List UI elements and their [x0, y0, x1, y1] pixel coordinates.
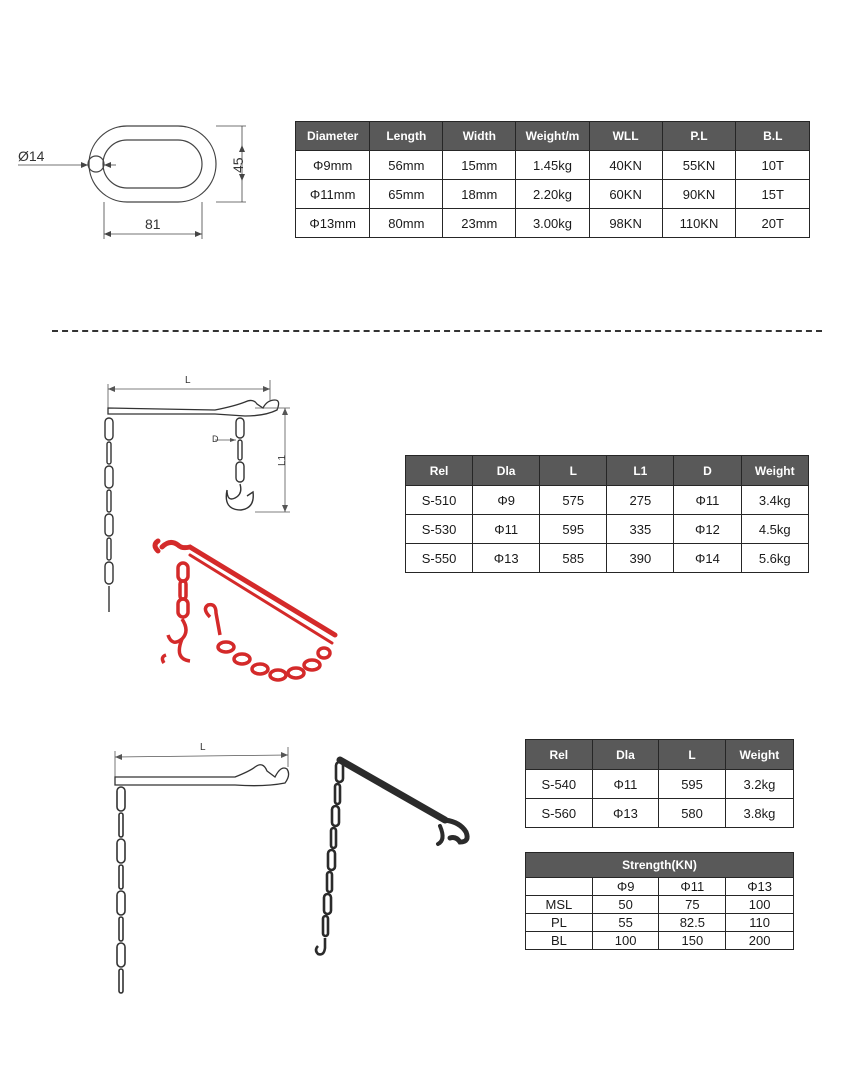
table-cell: [526, 878, 593, 896]
column-header: Width: [443, 122, 516, 151]
table-cell: 65mm: [370, 180, 443, 209]
table-cell: 40KN: [589, 151, 662, 180]
table-cell: 55: [592, 914, 659, 932]
table-row: [526, 896, 794, 914]
table-cell: Φ11mm: [296, 180, 370, 209]
table-cell: 3.2kg: [725, 770, 793, 799]
table-cell: 335: [607, 515, 674, 544]
table-header-row: [406, 456, 809, 486]
table-cell: 100: [592, 932, 659, 950]
table-header-row: [296, 122, 810, 151]
column-header: WLL: [589, 122, 662, 151]
red-load-binder-image: [150, 535, 350, 695]
table-row: [406, 515, 809, 544]
table-cell: Φ11: [592, 770, 659, 799]
table-cell: BL: [526, 932, 593, 950]
table-row: [526, 799, 794, 828]
table-cell: S-530: [406, 515, 473, 544]
table-cell: S-560: [526, 799, 593, 828]
table-cell: Φ12: [674, 515, 741, 544]
table-cell: Φ14: [674, 544, 741, 573]
height-label: 45: [230, 157, 246, 173]
chain-links-2: [117, 787, 125, 993]
table-cell: 110: [726, 914, 794, 932]
red-chain: [205, 605, 330, 680]
table-cell: 56mm: [370, 151, 443, 180]
table-cell: Φ11: [473, 515, 540, 544]
binder-spec-table-1: [405, 455, 809, 573]
dim-L-label-2: L: [200, 742, 206, 753]
table-cell: 80mm: [370, 209, 443, 238]
column-header: L: [540, 456, 607, 486]
table-cell: 275: [607, 486, 674, 515]
table-cell: Φ9: [473, 486, 540, 515]
table-cell: 585: [540, 544, 607, 573]
strength-title: Strength(KN): [526, 853, 794, 878]
dim-D-label: D: [212, 434, 219, 444]
table-header-row: [526, 878, 794, 896]
table-cell: 5.6kg: [741, 544, 808, 573]
table-row: [406, 486, 809, 515]
table-cell: 15mm: [443, 151, 516, 180]
diameter-label: Ø14: [18, 148, 45, 164]
dim-L1-label: L1: [277, 454, 288, 466]
chain-link-diagram: [10, 115, 260, 245]
lever-binder-drawing: [105, 735, 300, 1000]
table-cell: 3.8kg: [725, 799, 793, 828]
chain-links: [105, 418, 113, 612]
wire-section-circle: [88, 156, 104, 172]
table-row: [296, 209, 810, 238]
table-cell: Φ13: [473, 544, 540, 573]
table-cell: MSL: [526, 896, 593, 914]
column-header: Weight: [725, 740, 793, 770]
table-header-row: [526, 740, 794, 770]
column-header: L: [659, 740, 726, 770]
table-cell: Φ9mm: [296, 151, 370, 180]
table-row: [406, 544, 809, 573]
section-divider: [52, 330, 822, 332]
table-cell: S-510: [406, 486, 473, 515]
column-header: Rel: [406, 456, 473, 486]
table-cell: 390: [607, 544, 674, 573]
table-cell: 20T: [736, 209, 810, 238]
table-row: [526, 914, 794, 932]
table-cell: 3.00kg: [516, 209, 589, 238]
column-header: Rel: [526, 740, 593, 770]
table-cell: 595: [540, 515, 607, 544]
table-cell: Φ9: [592, 878, 659, 896]
table-cell: 150: [659, 932, 726, 950]
table-row: [526, 932, 794, 950]
black-chain: [316, 762, 343, 954]
table-title-row: [526, 853, 794, 878]
column-header: B.L: [736, 122, 810, 151]
table-cell: 1.45kg: [516, 151, 589, 180]
column-header: Dla: [473, 456, 540, 486]
table-cell: 575: [540, 486, 607, 515]
table-cell: 60KN: [589, 180, 662, 209]
hook-chain: [226, 418, 253, 510]
table-cell: Φ13: [726, 878, 794, 896]
column-header: Dla: [592, 740, 659, 770]
strength-table: [525, 852, 794, 950]
table-cell: 4.5kg: [741, 515, 808, 544]
table-cell: 23mm: [443, 209, 516, 238]
table-cell: Φ13mm: [296, 209, 370, 238]
table-cell: S-540: [526, 770, 593, 799]
table-cell: 10T: [736, 151, 810, 180]
table-cell: 580: [659, 799, 726, 828]
table-cell: Φ11: [674, 486, 741, 515]
table-cell: 2.20kg: [516, 180, 589, 209]
table-cell: 18mm: [443, 180, 516, 209]
table-cell: 100: [726, 896, 794, 914]
table-cell: 200: [726, 932, 794, 950]
table-cell: 90KN: [662, 180, 736, 209]
table-cell: 3.4kg: [741, 486, 808, 515]
table-cell: 110KN: [662, 209, 736, 238]
column-header: P.L: [662, 122, 736, 151]
column-header: D: [674, 456, 741, 486]
table-cell: S-550: [406, 544, 473, 573]
table-cell: PL: [526, 914, 593, 932]
link-inner-outline: [103, 140, 202, 188]
table-cell: 98KN: [589, 209, 662, 238]
table-row: [526, 770, 794, 799]
column-header: L1: [607, 456, 674, 486]
table-cell: Φ11: [659, 878, 726, 896]
table-cell: 15T: [736, 180, 810, 209]
binder-spec-table-2: [525, 739, 794, 828]
chain-spec-table: [295, 121, 810, 238]
column-header: Diameter: [296, 122, 370, 151]
column-header: Length: [370, 122, 443, 151]
table-cell: 50: [592, 896, 659, 914]
dim-L-label: L: [185, 375, 191, 386]
table-cell: 55KN: [662, 151, 736, 180]
column-header: Weight: [741, 456, 808, 486]
table-cell: Φ13: [592, 799, 659, 828]
table-row: [296, 151, 810, 180]
column-header: Weight/m: [516, 122, 589, 151]
table-cell: 595: [659, 770, 726, 799]
table-row: [296, 180, 810, 209]
length-label: 81: [145, 216, 161, 232]
black-load-binder-image: [310, 750, 480, 965]
table-cell: 82.5: [659, 914, 726, 932]
table-cell: 75: [659, 896, 726, 914]
